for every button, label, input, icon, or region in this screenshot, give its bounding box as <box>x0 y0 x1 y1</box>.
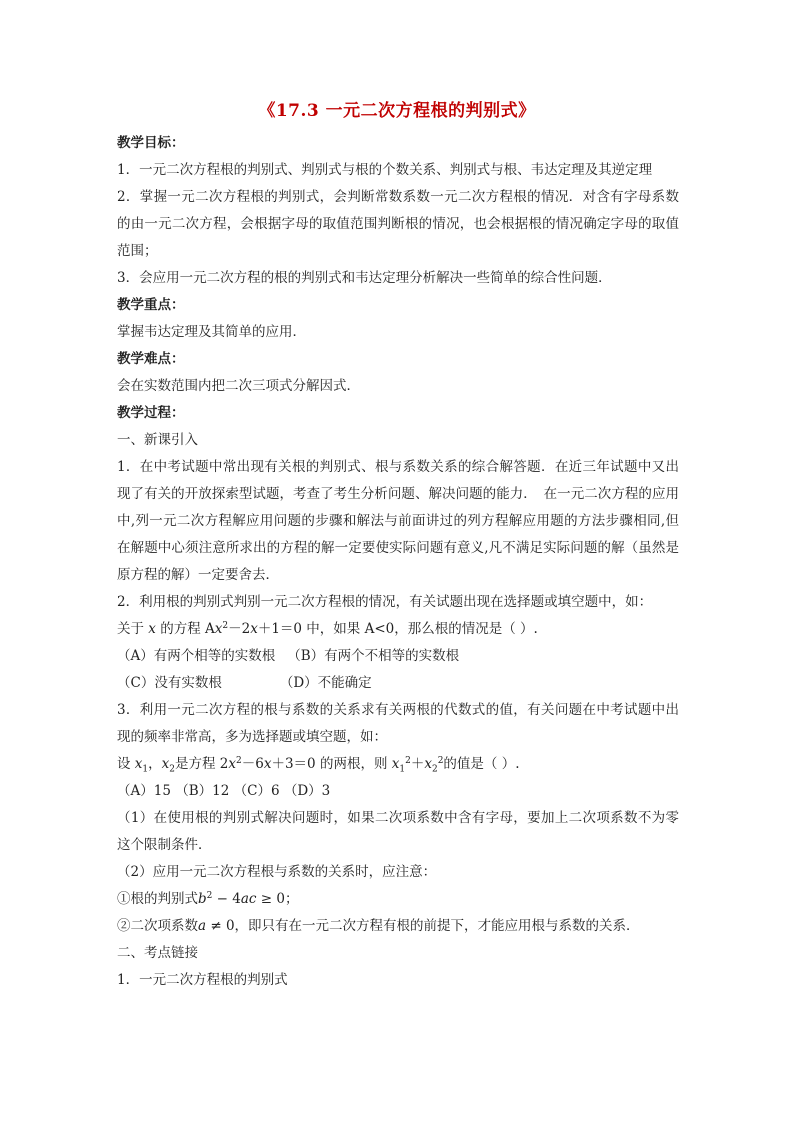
note-2: （2）应用一元二次方程根与系数的关系时，应注意： <box>117 864 437 880</box>
n2-item1-label: ①根的判别式 <box>117 891 198 907</box>
q1-part-b: 的方程 A <box>160 621 215 637</box>
q1-option-b: （B）有两个不相等的实数根 <box>287 648 460 664</box>
n2-item1-tail: ； <box>284 891 299 907</box>
difficulty-heading: 教学难点： <box>117 351 185 367</box>
var-x2: x <box>424 756 432 772</box>
question-1-options-ab <box>117 643 679 670</box>
q1-part-d: ＋1＝0 中，如果 A<0，那么根的情况是（ ）. <box>257 621 538 637</box>
q1-option-a: （A）有两个相等的实数根 <box>117 648 276 664</box>
page-title: 《17.3 一元二次方程根的判别式》 <box>258 101 536 121</box>
goal-3: 3．会应用一元二次方程的根的判别式和韦达定理分析解决一些简单的综合性问题． <box>117 270 612 286</box>
paragraph-3: 3．利用一元二次方程的根与系数的关系求有关两根的代数式的值，有关问题在中考试题中出现的频率非常高，多为选择题或填空题，如： <box>117 702 679 745</box>
q2-part-a: 设 <box>117 756 131 772</box>
question-1-options-cd <box>117 670 679 697</box>
exponent-2: 2 <box>222 621 229 631</box>
var-x: x <box>250 621 258 637</box>
var-x: x <box>228 756 237 772</box>
paragraph-2: 2．利用根的判别式判别一元二次方程根的情况，有关试题出现在选择题或填空题中，如： <box>117 594 653 610</box>
note-2-item-1 <box>117 886 679 913</box>
var-x1: x <box>387 756 400 772</box>
part2-item-1: 1．一元二次方程根的判别式 <box>117 972 288 988</box>
var-x1: x <box>130 756 143 772</box>
process-heading: 教学过程： <box>117 405 185 421</box>
var-x: x <box>144 621 161 637</box>
discriminant-formula: $b^2 - 4ac \ge 0$ <box>198 891 285 907</box>
question-2-options: （A）15 （B）12 （C）6 （D）3 <box>117 783 331 799</box>
part2-heading: 二、考点链接 <box>117 945 198 961</box>
paragraph-1: 1．在中考试题中常出现有关根的判别式、根与系数关系的综合解答题．在近三年试题中又出现了有关的开放探索型试题，考查了考生分析问题、解决问题的能力． 在一元二次方程的应用中,列一元二次方程解应用问题的步骤和解法与前面讲过的列方程解应用题的方法步骤相同,但在解题中心须注意所求出的方程的解一定要使实际问题有意义,凡不满足实际问题的解（虽然是原方程的解）一定要舍去． <box>117 459 679 583</box>
coefficient-condition: a ≠ 0 <box>198 918 235 934</box>
q2-part-b: 是方程 2 <box>175 756 229 772</box>
q1-option-d: （D）不能确定 <box>279 675 372 691</box>
q1-option-c: （C）没有实数根 <box>117 675 222 691</box>
part1-heading: 一、新课引入 <box>117 432 198 448</box>
q1-part-a: 关于 <box>117 621 144 637</box>
var-x2: x <box>161 756 170 772</box>
note-1: （1）在使用根的判别式解决问题时，如果二次项系数中含有字母，要加上二次项系数不为零这个限制条件． <box>117 810 679 853</box>
key-text: 掌握韦达定理及其简单的应用． <box>117 324 306 340</box>
q1-part-c: －2 <box>228 621 251 637</box>
difficulty-text: 会在实数范围内把二次三项式分解因式． <box>117 378 360 394</box>
var-x: x <box>263 756 272 772</box>
key-heading: 教学重点： <box>117 297 185 313</box>
document-body <box>117 130 679 994</box>
goals-heading: 教学目标： <box>117 135 185 151</box>
note-2-item-2 <box>117 913 679 940</box>
question-2: 设 $x_1$，$x_2$是方程 $2x^2-6x+3=0$ 的两根，则 $x_1^2+x_2^2$的值是（ ）. <box>117 756 520 775</box>
n2-item2-tail: ，即只有在一元二次方程有根的前提下，才能应用根与系数的关系． <box>234 918 640 934</box>
q2-part-d: ＋3＝0 的两根，则 <box>271 756 388 772</box>
q2-part-e: 的值是（ ）. <box>443 756 520 772</box>
q2-part-c: －6 <box>241 756 264 772</box>
goal-1: 1．一元二次方程根的判别式、判别式与根的个数关系、判别式与根、韦达定理及其逆定理 <box>117 162 653 178</box>
question-1 <box>117 616 679 643</box>
var-x: x <box>214 621 223 637</box>
goal-2: 2．掌握一元二次方程根的判别式，会判断常数系数一元二次方程根的情况．对含有字母系数的由一元二次方程，会根据字母的取值范围判断根的情况，也会根据根的情况确定字母的取值范围； <box>117 189 679 259</box>
n2-item2-label: ②二次项系数 <box>117 918 198 934</box>
